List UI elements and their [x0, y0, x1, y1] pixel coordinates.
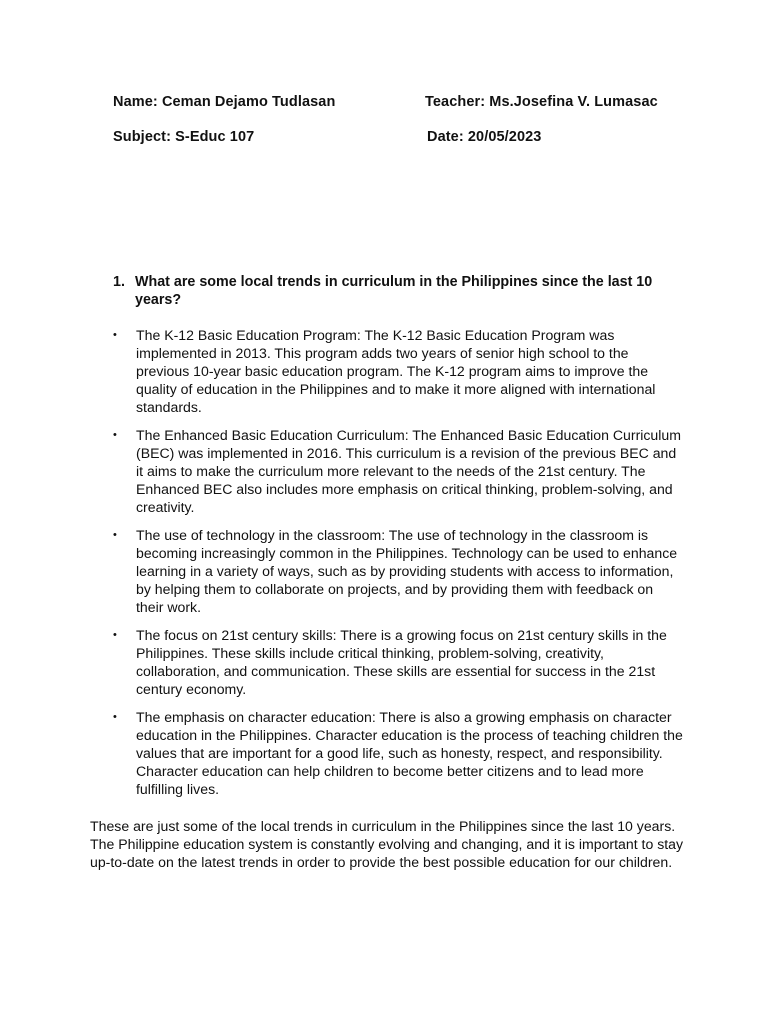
- date: Date: 20/05/2023: [427, 129, 542, 145]
- list-item-text: The focus on 21st century skills: There is a growing focus on 21st century skills in the Philippines. These skills include critical thinking, problem-solving, creativity, collaboration, and communication. These skills are essential for success in the 21st century economy.: [136, 627, 667, 697]
- list-item-text: The Enhanced Basic Education Curriculum: The Enhanced Basic Education Curriculum (BEC) was implemented in 2016. This curriculum is a revision of the previous BEC and it aims to make the curriculum more relevant to the needs of the 21st century. The Enhanced BEC also includes more emphasis on critical thinking, problem-solving, and creativity.: [136, 427, 681, 515]
- bullet-marker: •: [113, 329, 117, 341]
- list-item: [113, 626, 683, 698]
- bullet-marker: •: [113, 429, 117, 441]
- subject: Subject: S-Educ 107: [113, 129, 255, 145]
- list-item-text: The use of technology in the classroom: The use of technology in the classroom is becoming increasingly common in the Philippines. Technology can be used to enhance learning in a variety of ways, such as by providing students with access to information, by helping them to collaborate on projects, and by providing them with feedback on their work.: [136, 527, 678, 615]
- list-item: [113, 526, 683, 616]
- list-item: [113, 708, 683, 798]
- conclusion-paragraph: These are just some of the local trends in curriculum in the Philippines since the last 10 years. The Philippine education system is constantly evolving and changing, and it is important to stay up-to-date on the latest trends in order to provide the best possible education for our children.: [90, 818, 684, 870]
- student-name: Name: Ceman Dejamo Tudlasan: [113, 94, 336, 110]
- question: [113, 273, 683, 309]
- answer-bullet-list: [113, 326, 683, 808]
- teacher-name: Teacher: Ms.Josefina V. Lumasac: [425, 94, 658, 110]
- list-item-text: The K-12 Basic Education Program: The K-12 Basic Education Program was implemented in 2013. This program adds two years of senior high school to the previous 10-year basic education program. The K-12 program aims to improve the quality of education in the Philippines and to make it more aligned with international standards.: [136, 327, 656, 415]
- bullet-marker: •: [113, 529, 117, 541]
- bullet-marker: •: [113, 711, 117, 723]
- list-item-text: The emphasis on character education: There is also a growing emphasis on character education in the Philippines. Character education is the process of teaching children the values that are important for a good life, such as honesty, respect, and responsibility. Character education can help children to become better citizens and to lead more fulfilling lives.: [136, 709, 683, 797]
- question-number: 1.: [113, 274, 125, 290]
- bullet-marker: •: [113, 629, 117, 641]
- question-text: What are some local trends in curriculum in the Philippines since the last 10 years?: [135, 274, 653, 308]
- list-item: [113, 426, 683, 516]
- list-item: [113, 326, 683, 416]
